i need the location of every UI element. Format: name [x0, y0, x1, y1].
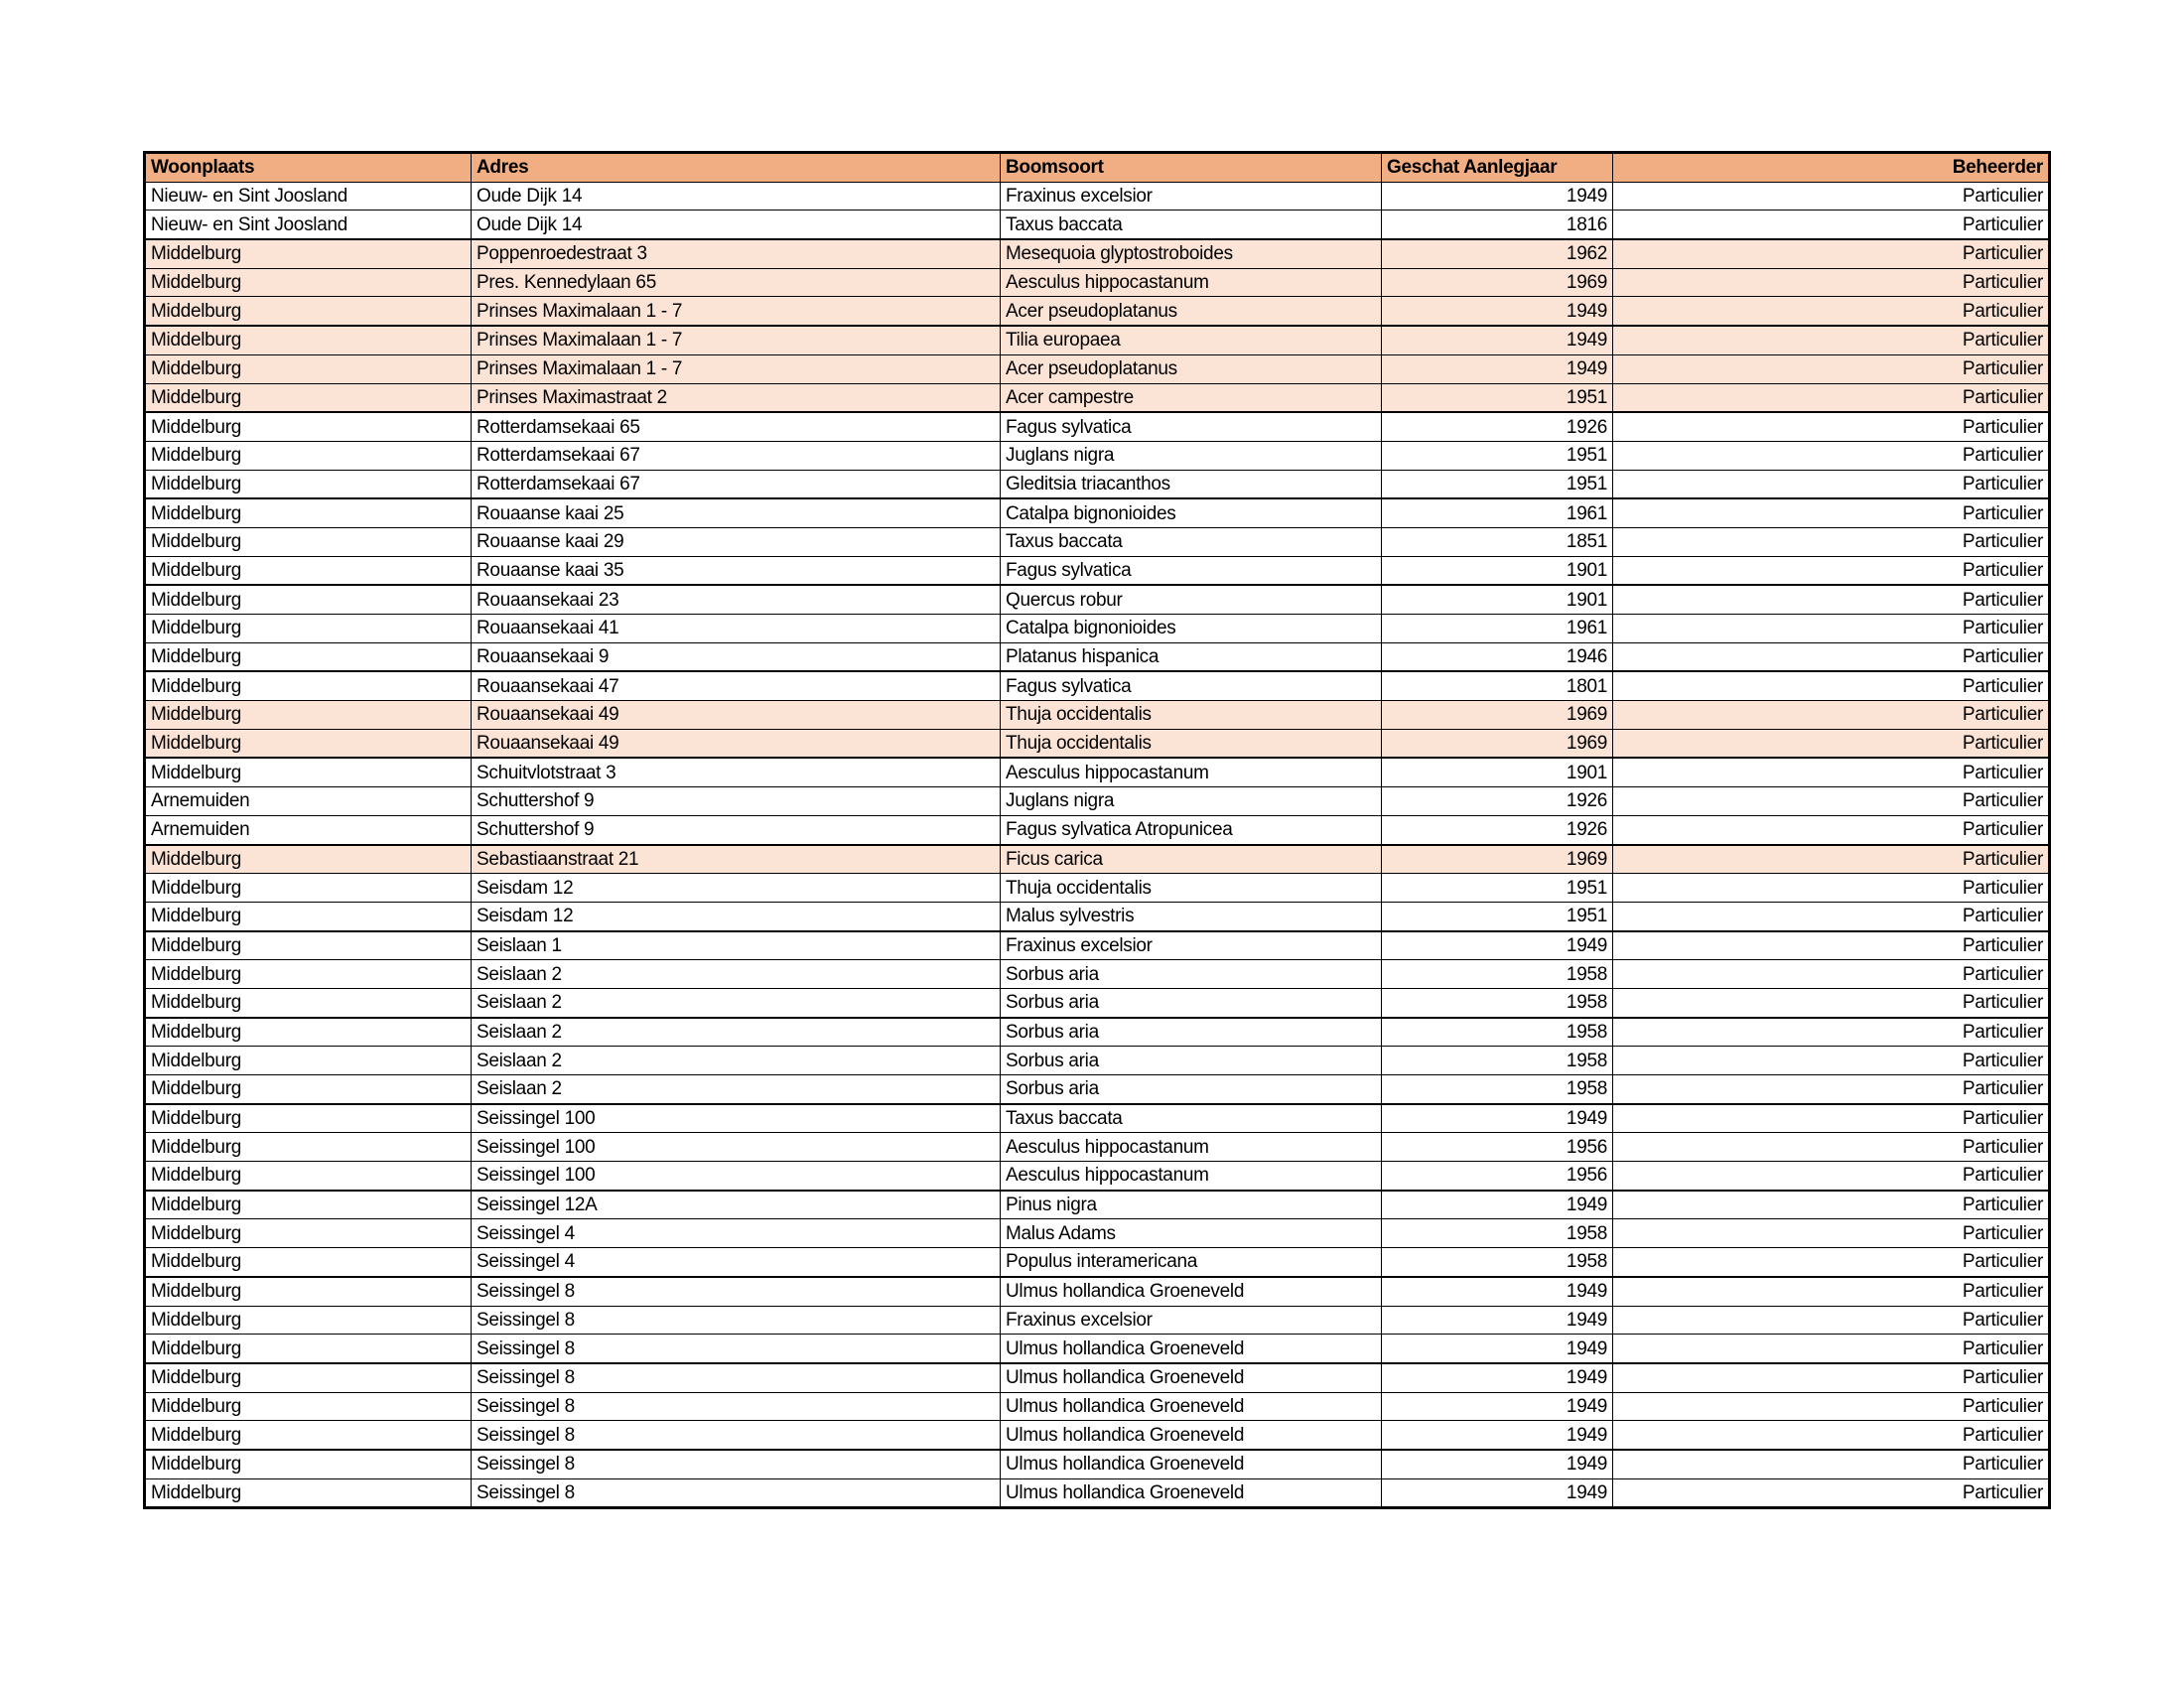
cell-woonplaats: Middelburg [145, 931, 472, 960]
cell-boomsoort: Malus sylvestris [1001, 902, 1382, 930]
cell-beheerder: Particulier [1613, 239, 2050, 268]
cell-adres: Poppenroedestraat 3 [472, 239, 1001, 268]
cell-woonplaats: Middelburg [145, 701, 472, 730]
cell-adres: Rouaansekaai 49 [472, 729, 1001, 758]
table-row [145, 1133, 2050, 1162]
cell-adres: Seissingel 8 [472, 1335, 1001, 1363]
cell-aanlegjaar: 1958 [1382, 1075, 1613, 1104]
cell-aanlegjaar: 1949 [1382, 182, 1613, 211]
cell-aanlegjaar: 1958 [1382, 960, 1613, 989]
cell-boomsoort: Quercus robur [1001, 585, 1382, 614]
cell-adres: Seissingel 8 [472, 1478, 1001, 1508]
cell-aanlegjaar: 1949 [1382, 1277, 1613, 1306]
table-row [145, 1450, 2050, 1478]
table-row [145, 498, 2050, 527]
cell-aanlegjaar: 1961 [1382, 615, 1613, 643]
table-row [145, 585, 2050, 614]
cell-adres: Schuttershof 9 [472, 787, 1001, 816]
cell-aanlegjaar: 1951 [1382, 874, 1613, 903]
cell-beheerder: Particulier [1613, 470, 2050, 498]
cell-adres: Rouaansekaai 49 [472, 701, 1001, 730]
table-row [145, 1162, 2050, 1191]
cell-woonplaats: Middelburg [145, 874, 472, 903]
table-row [145, 383, 2050, 412]
table-row [145, 211, 2050, 239]
cell-aanlegjaar: 1901 [1382, 556, 1613, 585]
cell-beheerder: Particulier [1613, 1162, 2050, 1191]
cell-boomsoort: Populus interamericana [1001, 1248, 1382, 1277]
cell-woonplaats: Middelburg [145, 1047, 472, 1075]
cell-beheerder: Particulier [1613, 1450, 2050, 1478]
cell-adres: Schuitvlotstraat 3 [472, 758, 1001, 786]
cell-aanlegjaar: 1851 [1382, 527, 1613, 556]
cell-beheerder: Particulier [1613, 960, 2050, 989]
cell-boomsoort: Malus Adams [1001, 1219, 1382, 1248]
table-row [145, 701, 2050, 730]
cell-boomsoort: Gleditsia triacanthos [1001, 470, 1382, 498]
cell-aanlegjaar: 1949 [1382, 1335, 1613, 1363]
cell-beheerder: Particulier [1613, 1219, 2050, 1248]
cell-woonplaats: Middelburg [145, 1363, 472, 1392]
table-row [145, 1075, 2050, 1104]
cell-aanlegjaar: 1949 [1382, 1450, 1613, 1478]
cell-boomsoort: Thuja occidentalis [1001, 874, 1382, 903]
cell-boomsoort: Sorbus aria [1001, 1018, 1382, 1047]
table-row [145, 815, 2050, 844]
cell-boomsoort: Acer campestre [1001, 383, 1382, 412]
cell-beheerder: Particulier [1613, 441, 2050, 470]
cell-beheerder: Particulier [1613, 1392, 2050, 1421]
cell-beheerder: Particulier [1613, 1018, 2050, 1047]
cell-woonplaats: Middelburg [145, 412, 472, 441]
cell-adres: Prinses Maximalaan 1 - 7 [472, 326, 1001, 354]
cell-beheerder: Particulier [1613, 845, 2050, 874]
cell-woonplaats: Middelburg [145, 642, 472, 671]
table-row [145, 326, 2050, 354]
cell-boomsoort: Taxus baccata [1001, 211, 1382, 239]
cell-boomsoort: Ulmus hollandica Groeneveld [1001, 1392, 1382, 1421]
cell-boomsoort: Taxus baccata [1001, 527, 1382, 556]
cell-beheerder: Particulier [1613, 758, 2050, 786]
cell-beheerder: Particulier [1613, 787, 2050, 816]
cell-woonplaats: Nieuw- en Sint Joosland [145, 182, 472, 211]
cell-adres: Seislaan 2 [472, 1018, 1001, 1047]
cell-adres: Oude Dijk 14 [472, 182, 1001, 211]
cell-aanlegjaar: 1969 [1382, 268, 1613, 297]
cell-woonplaats: Nieuw- en Sint Joosland [145, 211, 472, 239]
cell-boomsoort: Acer pseudoplatanus [1001, 354, 1382, 383]
cell-boomsoort: Aesculus hippocastanum [1001, 1162, 1382, 1191]
cell-adres: Rotterdamsekaai 67 [472, 470, 1001, 498]
cell-adres: Seislaan 2 [472, 988, 1001, 1017]
table-row [145, 1421, 2050, 1450]
cell-beheerder: Particulier [1613, 354, 2050, 383]
table-row [145, 845, 2050, 874]
cell-aanlegjaar: 1949 [1382, 1363, 1613, 1392]
header-row [145, 153, 2050, 183]
cell-adres: Seisdam 12 [472, 902, 1001, 930]
cell-boomsoort: Sorbus aria [1001, 1075, 1382, 1104]
cell-aanlegjaar: 1926 [1382, 412, 1613, 441]
header-boomsoort: Boomsoort [1001, 153, 1382, 183]
cell-beheerder: Particulier [1613, 1306, 2050, 1335]
table-row [145, 960, 2050, 989]
table-row [145, 1335, 2050, 1363]
cell-aanlegjaar: 1901 [1382, 585, 1613, 614]
cell-aanlegjaar: 1969 [1382, 845, 1613, 874]
cell-aanlegjaar: 1951 [1382, 470, 1613, 498]
table-row [145, 874, 2050, 903]
cell-adres: Seissingel 100 [472, 1133, 1001, 1162]
cell-woonplaats: Middelburg [145, 1104, 472, 1133]
cell-beheerder: Particulier [1613, 585, 2050, 614]
cell-beheerder: Particulier [1613, 1075, 2050, 1104]
cell-boomsoort: Platanus hispanica [1001, 642, 1382, 671]
cell-woonplaats: Middelburg [145, 902, 472, 930]
cell-adres: Rouaanse kaai 29 [472, 527, 1001, 556]
cell-woonplaats: Middelburg [145, 297, 472, 326]
cell-aanlegjaar: 1926 [1382, 815, 1613, 844]
cell-boomsoort: Ulmus hollandica Groeneveld [1001, 1450, 1382, 1478]
cell-woonplaats: Middelburg [145, 758, 472, 786]
cell-adres: Seissingel 12A [472, 1191, 1001, 1219]
cell-adres: Seissingel 100 [472, 1162, 1001, 1191]
cell-woonplaats: Middelburg [145, 1075, 472, 1104]
cell-adres: Prinses Maximalaan 1 - 7 [472, 297, 1001, 326]
cell-woonplaats: Middelburg [145, 1162, 472, 1191]
cell-adres: Rouaansekaai 23 [472, 585, 1001, 614]
cell-boomsoort: Fraxinus excelsior [1001, 1306, 1382, 1335]
cell-adres: Oude Dijk 14 [472, 211, 1001, 239]
table-row [145, 988, 2050, 1017]
table-row [145, 671, 2050, 700]
cell-woonplaats: Middelburg [145, 1306, 472, 1335]
cell-boomsoort: Ulmus hollandica Groeneveld [1001, 1363, 1382, 1392]
cell-adres: Seislaan 1 [472, 931, 1001, 960]
cell-adres: Seissingel 8 [472, 1363, 1001, 1392]
cell-beheerder: Particulier [1613, 326, 2050, 354]
cell-woonplaats: Middelburg [145, 615, 472, 643]
cell-adres: Seislaan 2 [472, 1047, 1001, 1075]
cell-adres: Seissingel 8 [472, 1277, 1001, 1306]
cell-beheerder: Particulier [1613, 1421, 2050, 1450]
table-row [145, 931, 2050, 960]
cell-aanlegjaar: 1958 [1382, 988, 1613, 1017]
cell-aanlegjaar: 1949 [1382, 354, 1613, 383]
cell-adres: Seissingel 8 [472, 1450, 1001, 1478]
cell-beheerder: Particulier [1613, 412, 2050, 441]
cell-woonplaats: Middelburg [145, 1478, 472, 1508]
cell-beheerder: Particulier [1613, 1248, 2050, 1277]
cell-woonplaats: Middelburg [145, 1450, 472, 1478]
cell-aanlegjaar: 1949 [1382, 931, 1613, 960]
cell-woonplaats: Middelburg [145, 498, 472, 527]
table-row [145, 729, 2050, 758]
cell-aanlegjaar: 1949 [1382, 1421, 1613, 1450]
cell-woonplaats: Middelburg [145, 960, 472, 989]
cell-adres: Seissingel 100 [472, 1104, 1001, 1133]
cell-aanlegjaar: 1961 [1382, 498, 1613, 527]
cell-woonplaats: Middelburg [145, 1421, 472, 1450]
cell-aanlegjaar: 1901 [1382, 758, 1613, 786]
cell-adres: Rouaansekaai 47 [472, 671, 1001, 700]
cell-aanlegjaar: 1958 [1382, 1219, 1613, 1248]
header-aanlegjaar: Geschat Aanlegjaar [1382, 153, 1613, 183]
cell-woonplaats: Middelburg [145, 354, 472, 383]
cell-adres: Seissingel 4 [472, 1219, 1001, 1248]
cell-aanlegjaar: 1951 [1382, 383, 1613, 412]
cell-beheerder: Particulier [1613, 642, 2050, 671]
cell-beheerder: Particulier [1613, 268, 2050, 297]
cell-boomsoort: Fagus sylvatica Atropunicea [1001, 815, 1382, 844]
table-row [145, 1018, 2050, 1047]
cell-adres: Sebastiaanstraat 21 [472, 845, 1001, 874]
cell-aanlegjaar: 1956 [1382, 1162, 1613, 1191]
cell-woonplaats: Middelburg [145, 1191, 472, 1219]
cell-aanlegjaar: 1949 [1382, 1104, 1613, 1133]
cell-aanlegjaar: 1816 [1382, 211, 1613, 239]
cell-beheerder: Particulier [1613, 874, 2050, 903]
cell-beheerder: Particulier [1613, 297, 2050, 326]
cell-woonplaats: Middelburg [145, 239, 472, 268]
table-row [145, 787, 2050, 816]
cell-beheerder: Particulier [1613, 729, 2050, 758]
cell-beheerder: Particulier [1613, 931, 2050, 960]
cell-woonplaats: Middelburg [145, 988, 472, 1017]
cell-beheerder: Particulier [1613, 1478, 2050, 1508]
cell-adres: Prinses Maximastraat 2 [472, 383, 1001, 412]
table-row [145, 1191, 2050, 1219]
cell-woonplaats: Middelburg [145, 441, 472, 470]
table-row [145, 1104, 2050, 1133]
cell-boomsoort: Catalpa bignonioides [1001, 498, 1382, 527]
cell-beheerder: Particulier [1613, 1047, 2050, 1075]
table-row [145, 1478, 2050, 1508]
cell-aanlegjaar: 1949 [1382, 297, 1613, 326]
cell-beheerder: Particulier [1613, 701, 2050, 730]
cell-adres: Seislaan 2 [472, 960, 1001, 989]
cell-woonplaats: Middelburg [145, 326, 472, 354]
table-row [145, 615, 2050, 643]
cell-woonplaats: Middelburg [145, 383, 472, 412]
cell-woonplaats: Middelburg [145, 1133, 472, 1162]
cell-woonplaats: Middelburg [145, 729, 472, 758]
cell-boomsoort: Tilia europaea [1001, 326, 1382, 354]
cell-adres: Seissingel 4 [472, 1248, 1001, 1277]
cell-woonplaats: Arnemuiden [145, 787, 472, 816]
table-row [145, 239, 2050, 268]
cell-boomsoort: Aesculus hippocastanum [1001, 758, 1382, 786]
cell-aanlegjaar: 1962 [1382, 239, 1613, 268]
table-row [145, 1248, 2050, 1277]
cell-boomsoort: Acer pseudoplatanus [1001, 297, 1382, 326]
cell-adres: Rouaanse kaai 25 [472, 498, 1001, 527]
table-row [145, 527, 2050, 556]
cell-aanlegjaar: 1949 [1382, 1306, 1613, 1335]
table-row [145, 902, 2050, 930]
cell-adres: Schuttershof 9 [472, 815, 1001, 844]
cell-woonplaats: Middelburg [145, 1018, 472, 1047]
table-row [145, 182, 2050, 211]
cell-beheerder: Particulier [1613, 1363, 2050, 1392]
cell-woonplaats: Middelburg [145, 585, 472, 614]
cell-aanlegjaar: 1801 [1382, 671, 1613, 700]
cell-boomsoort: Fagus sylvatica [1001, 671, 1382, 700]
cell-aanlegjaar: 1946 [1382, 642, 1613, 671]
cell-beheerder: Particulier [1613, 211, 2050, 239]
cell-boomsoort: Mesequoia glyptostroboides [1001, 239, 1382, 268]
table-row [145, 556, 2050, 585]
cell-boomsoort: Fagus sylvatica [1001, 556, 1382, 585]
cell-aanlegjaar: 1969 [1382, 701, 1613, 730]
cell-boomsoort: Taxus baccata [1001, 1104, 1382, 1133]
cell-boomsoort: Fagus sylvatica [1001, 412, 1382, 441]
table-row [145, 354, 2050, 383]
cell-woonplaats: Middelburg [145, 1392, 472, 1421]
table-row [145, 441, 2050, 470]
table-row [145, 1306, 2050, 1335]
cell-adres: Pres. Kennedylaan 65 [472, 268, 1001, 297]
cell-boomsoort: Sorbus aria [1001, 1047, 1382, 1075]
cell-adres: Seissingel 8 [472, 1392, 1001, 1421]
cell-boomsoort: Ulmus hollandica Groeneveld [1001, 1277, 1382, 1306]
table-row [145, 268, 2050, 297]
cell-beheerder: Particulier [1613, 902, 2050, 930]
cell-boomsoort: Sorbus aria [1001, 960, 1382, 989]
cell-aanlegjaar: 1949 [1382, 1478, 1613, 1508]
table-row [145, 1219, 2050, 1248]
cell-beheerder: Particulier [1613, 182, 2050, 211]
cell-aanlegjaar: 1958 [1382, 1248, 1613, 1277]
cell-woonplaats: Middelburg [145, 671, 472, 700]
cell-aanlegjaar: 1951 [1382, 902, 1613, 930]
cell-adres: Rouaanse kaai 35 [472, 556, 1001, 585]
cell-beheerder: Particulier [1613, 556, 2050, 585]
cell-boomsoort: Fraxinus excelsior [1001, 182, 1382, 211]
cell-aanlegjaar: 1958 [1382, 1018, 1613, 1047]
cell-woonplaats: Middelburg [145, 1335, 472, 1363]
cell-boomsoort: Ficus carica [1001, 845, 1382, 874]
table-row [145, 297, 2050, 326]
header-woonplaats: Woonplaats [145, 153, 472, 183]
cell-beheerder: Particulier [1613, 1104, 2050, 1133]
cell-boomsoort: Ulmus hollandica Groeneveld [1001, 1478, 1382, 1508]
cell-beheerder: Particulier [1613, 615, 2050, 643]
cell-aanlegjaar: 1958 [1382, 1047, 1613, 1075]
cell-aanlegjaar: 1926 [1382, 787, 1613, 816]
cell-aanlegjaar: 1949 [1382, 326, 1613, 354]
cell-adres: Rouaansekaai 41 [472, 615, 1001, 643]
table-row [145, 1392, 2050, 1421]
cell-aanlegjaar: 1949 [1382, 1191, 1613, 1219]
table-row [145, 1047, 2050, 1075]
cell-beheerder: Particulier [1613, 1133, 2050, 1162]
cell-beheerder: Particulier [1613, 671, 2050, 700]
cell-adres: Seissingel 8 [472, 1306, 1001, 1335]
cell-beheerder: Particulier [1613, 527, 2050, 556]
cell-adres: Seislaan 2 [472, 1075, 1001, 1104]
table-row [145, 470, 2050, 498]
cell-beheerder: Particulier [1613, 383, 2050, 412]
cell-adres: Prinses Maximalaan 1 - 7 [472, 354, 1001, 383]
cell-woonplaats: Middelburg [145, 470, 472, 498]
table-row [145, 1277, 2050, 1306]
cell-woonplaats: Middelburg [145, 845, 472, 874]
cell-woonplaats: Middelburg [145, 1277, 472, 1306]
cell-boomsoort: Aesculus hippocastanum [1001, 1133, 1382, 1162]
cell-boomsoort: Pinus nigra [1001, 1191, 1382, 1219]
cell-beheerder: Particulier [1613, 815, 2050, 844]
cell-woonplaats: Middelburg [145, 527, 472, 556]
header-adres: Adres [472, 153, 1001, 183]
cell-boomsoort: Thuja occidentalis [1001, 701, 1382, 730]
table-row [145, 1363, 2050, 1392]
cell-boomsoort: Thuja occidentalis [1001, 729, 1382, 758]
cell-aanlegjaar: 1951 [1382, 441, 1613, 470]
cell-beheerder: Particulier [1613, 988, 2050, 1017]
cell-boomsoort: Fraxinus excelsior [1001, 931, 1382, 960]
cell-beheerder: Particulier [1613, 1191, 2050, 1219]
tree-register-table [143, 151, 2051, 1509]
cell-adres: Rotterdamsekaai 65 [472, 412, 1001, 441]
cell-aanlegjaar: 1949 [1382, 1392, 1613, 1421]
table-row [145, 758, 2050, 786]
cell-aanlegjaar: 1956 [1382, 1133, 1613, 1162]
cell-adres: Rouaansekaai 9 [472, 642, 1001, 671]
cell-woonplaats: Middelburg [145, 1248, 472, 1277]
cell-boomsoort: Juglans nigra [1001, 441, 1382, 470]
cell-boomsoort: Juglans nigra [1001, 787, 1382, 816]
cell-adres: Rotterdamsekaai 67 [472, 441, 1001, 470]
table-row [145, 642, 2050, 671]
cell-boomsoort: Catalpa bignonioides [1001, 615, 1382, 643]
cell-boomsoort: Aesculus hippocastanum [1001, 268, 1382, 297]
cell-boomsoort: Ulmus hollandica Groeneveld [1001, 1421, 1382, 1450]
header-beheerder: Beheerder [1613, 153, 2050, 183]
table-row [145, 412, 2050, 441]
cell-woonplaats: Arnemuiden [145, 815, 472, 844]
cell-beheerder: Particulier [1613, 498, 2050, 527]
cell-beheerder: Particulier [1613, 1335, 2050, 1363]
cell-woonplaats: Middelburg [145, 1219, 472, 1248]
cell-beheerder: Particulier [1613, 1277, 2050, 1306]
cell-boomsoort: Ulmus hollandica Groeneveld [1001, 1335, 1382, 1363]
cell-boomsoort: Sorbus aria [1001, 988, 1382, 1017]
cell-woonplaats: Middelburg [145, 268, 472, 297]
cell-adres: Seissingel 8 [472, 1421, 1001, 1450]
cell-woonplaats: Middelburg [145, 556, 472, 585]
cell-aanlegjaar: 1969 [1382, 729, 1613, 758]
cell-adres: Seisdam 12 [472, 874, 1001, 903]
